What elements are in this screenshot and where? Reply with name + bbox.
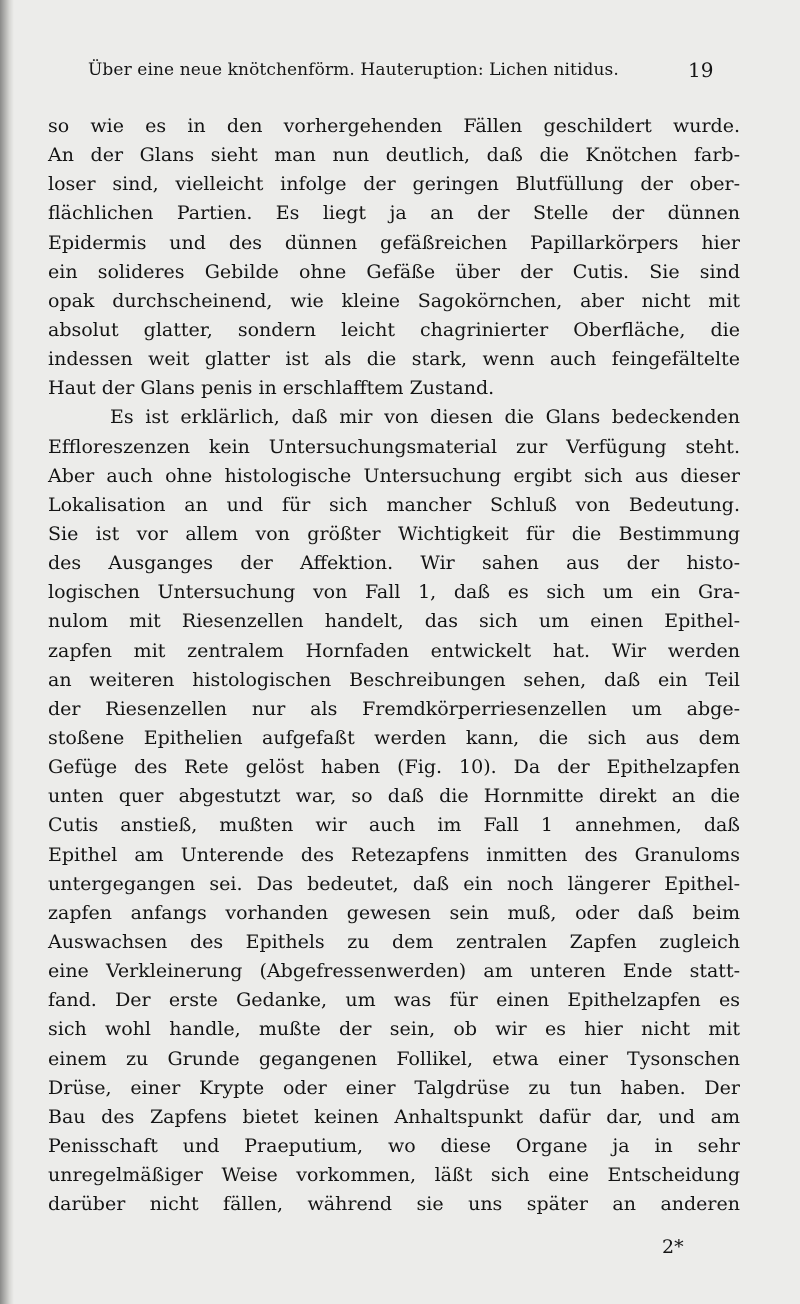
text-line: Cutis anstieß, mußten wir auch im Fall 1 annehmen, daß [48, 814, 740, 837]
text-line: Effloreszenzen kein Untersuchungsmaterial zur Verfügung steht. [48, 435, 740, 458]
text-line: Auswachsen des Epithels zu dem zentralen Zapfen zugleich [48, 930, 740, 953]
text-line: zapfen mit zentralem Hornfaden entwickelt hat. Wir werden [48, 639, 740, 662]
text-line: Epithel am Unterende des Retezapfens inmitten des Granuloms [48, 843, 740, 866]
text-line: darüber nicht fällen, während sie uns später an anderen [48, 1193, 740, 1216]
text-line: eine Verkleinerung (Abgefressenwerden) am unteren Ende statt- [48, 960, 740, 983]
text-line: Penisschaft und Praeputium, wo diese Organe ja in sehr [48, 1134, 740, 1157]
text-line: Sie ist vor allem von größter Wichtigkeit für die Bestimmung [48, 522, 740, 545]
text-line: fand. Der erste Gedanke, um was für einen Epithelzapfen es [48, 989, 740, 1012]
text-line: Drüse, einer Krypte oder einer Talgdrüse zu tun haben. Der [48, 1076, 740, 1099]
page-number: 19 [688, 58, 714, 82]
text-line: logischen Untersuchung von Fall 1, daß es sich um ein Gra- [48, 581, 740, 604]
text-line: ein solideres Gebilde ohne Gefäße über der Cutis. Sie sind [48, 260, 740, 283]
text-line: indessen weit glatter ist als die stark, wenn auch feingefältelte [48, 348, 740, 371]
text-line: untergegangen sei. Das bedeutet, daß ein noch längerer Epithel- [48, 872, 740, 895]
text-line: stoßene Epithelien aufgefaßt werden kann, die sich aus dem [48, 726, 740, 749]
page-gutter-shadow [0, 0, 14, 1304]
text-line: unregelmäßiger Weise vorkommen, läßt sich eine Entscheidung [48, 1164, 740, 1187]
running-title: Über eine neue knötchenförm. Hauteruption: Lichen nitidus. [88, 60, 619, 80]
text-line: absolut glatter, sondern leicht chagrinierter Oberfläche, die [48, 318, 740, 341]
text-line: An der Glans sieht man nun deutlich, daß die Knötchen farb- [48, 144, 740, 167]
text-line: an weiteren histologischen Beschreibungen sehen, daß ein Teil [48, 668, 740, 691]
text-line: Epidermis und des dünnen gefäßreichen Papillarkörpers hier [48, 231, 740, 254]
text-line: loser sind, vielleicht infolge der geringen Blutfüllung der ober- [48, 173, 740, 196]
text-line: zapfen anfangs vorhanden gewesen sein muß, oder daß beim [48, 901, 740, 924]
paragraph-last-line: Haut der Glans penis in erschlafftem Zustand. [48, 377, 495, 400]
text-line: Gefüge des Rete gelöst haben (Fig. 10). Da der Epithelzapfen [48, 756, 740, 779]
text-line: flächlichen Partien. Es liegt ja an der Stelle der dünnen [48, 202, 740, 225]
text-line: so wie es in den vorhergehenden Fällen geschildert wurde. [48, 115, 740, 137]
text-line: des Ausganges der Affektion. Wir sahen aus der histo- [48, 552, 740, 575]
text-line: Lokalisation an und für sich mancher Schluß von Bedeutung. [48, 493, 740, 516]
text-line: unten quer abgestutzt war, so daß die Hornmitte direkt an die [48, 785, 740, 808]
body-text [48, 112, 740, 1219]
text-line: opak durchscheinend, wie kleine Sagokörnchen, aber nicht mit [48, 289, 740, 312]
text-line: Aber auch ohne histologische Untersuchung ergibt sich aus dieser [48, 464, 740, 487]
text-line: Bau des Zapfens bietet keinen Anhaltspunkt dafür dar, und am [48, 1105, 740, 1128]
text-line: der Riesenzellen nur als Fremdkörperriesenzellen um abge- [48, 697, 740, 720]
text-line: nulom mit Riesenzellen handelt, das sich um einen Epithel- [48, 610, 740, 633]
signature-mark: 2* [662, 1236, 684, 1258]
paragraph-first-line: Es ist erklärlich, daß mir von diesen die Glans bedeckenden [110, 406, 740, 429]
text-line: einem zu Grunde gegangenen Follikel, etwa einer Tysonschen [48, 1047, 740, 1070]
text-line: sich wohl handle, mußte der sein, ob wir es hier nicht mit [48, 1018, 740, 1041]
